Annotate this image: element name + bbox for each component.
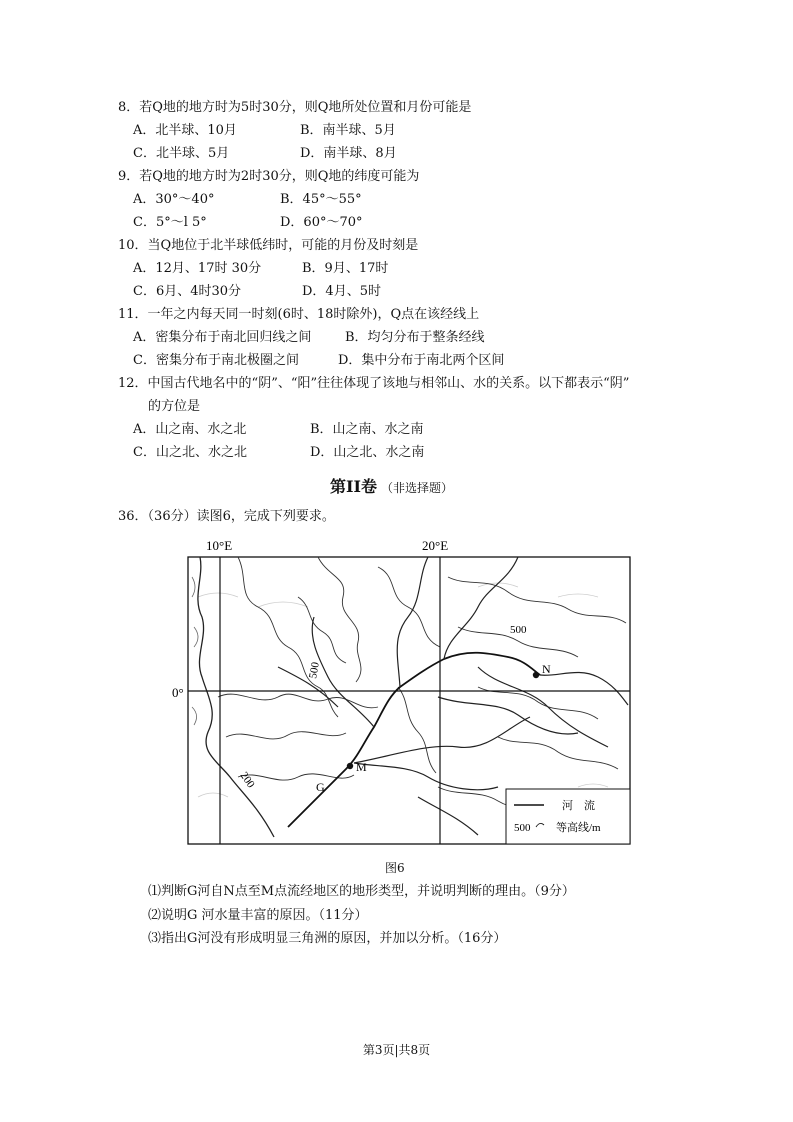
question-8-stem: 8．若Q地的地方时为5时30分，则Q地所处位置和月份可能是: [118, 100, 472, 115]
q8-option-a: A．北半球、10月: [133, 123, 237, 138]
q36-part-1: ⑴判断G河自N点至M点流经地区的地形类型，并说明判断的理由。（9分）: [148, 884, 575, 899]
legend-contour-label: 等高线/m: [556, 822, 601, 834]
q36-part-3: ⑶指出G河没有形成明显三角洲的原因，并加以分析。（16分）: [148, 931, 507, 946]
contour-label-500-west: 500: [307, 661, 322, 680]
q36-part-2: ⑵说明G 河水量丰富的原因。（11分）: [148, 908, 368, 923]
contour-label-200: 200: [237, 769, 257, 791]
question-10-stem: 10．当Q地位于北半球低纬时，可能的月份及时刻是: [118, 238, 419, 253]
q11-option-a: A．密集分布于南北回归线之间: [133, 330, 312, 345]
q11-option-b: B．均匀分布于整条经线: [345, 330, 485, 345]
point-g-label: G: [316, 780, 325, 794]
q10-option-d: D．4月、5时: [302, 284, 381, 299]
question-12-stem-continued: 的方位是: [148, 399, 201, 414]
page-footer: 第3页|共8页: [362, 1043, 431, 1057]
q8-option-c: C．北半球、5月: [133, 146, 230, 161]
q8-option-d: D．南半球、8月: [300, 146, 397, 161]
lon-label-10e: 10°E: [206, 538, 233, 553]
q9-option-c: C．5°～l 5°: [133, 215, 207, 230]
q12-option-c: C．山之北、水之北: [133, 445, 247, 460]
q10-option-b: B．9月、17时: [302, 261, 389, 276]
figure-6-map: [172, 537, 638, 847]
q11-option-c: C．密集分布于南北极圈之间: [133, 353, 299, 368]
q8-option-b: B．南半球、5月: [300, 123, 396, 138]
map-legend: [506, 789, 630, 844]
question-12-stem: 12．中国古代地名中的“阴”、“阳”往往体现了该地与相邻山、水的关系。以下都表示“阴”: [118, 376, 630, 391]
legend-river-label: 河 流: [562, 800, 595, 812]
section-subtitle: （非选择题）: [380, 481, 453, 495]
point-m-label: M: [356, 760, 367, 774]
section-title: [330, 474, 453, 497]
lat-label-equator: 0°: [172, 685, 184, 700]
q12-option-b: B．山之南、水之南: [310, 422, 424, 437]
question-11-stem: 11．一年之内每天同一时刻(6时、18时除外)，Q点在该经线上: [118, 307, 480, 322]
contour-label-500-east: 500: [510, 624, 527, 636]
q12-option-d: D．山之北、水之南: [310, 445, 425, 460]
question-9-stem: 9．若Q地的地方时为2时30分，则Q地的纬度可能为: [118, 169, 420, 184]
legend-contour-value: 500: [514, 822, 531, 834]
q9-option-b: B．45°～55°: [280, 192, 362, 207]
section-title-main: 第II卷: [330, 477, 377, 496]
q10-option-c: C．6月、4时30分: [133, 284, 242, 299]
q9-option-a: A．30°～40°: [133, 192, 215, 207]
q12-option-a: A．山之南、水之北: [133, 422, 247, 437]
q9-option-d: D．60°～70°: [280, 215, 363, 230]
lon-label-20e: 20°E: [422, 538, 449, 553]
question-36-intro: 36．（36分）读图6，完成下列要求。: [118, 509, 335, 524]
q10-option-a: A．12月、17时 30分: [133, 261, 262, 276]
q11-option-d: D．集中分布于南北两个区间: [338, 353, 505, 368]
point-n-label: N: [542, 662, 551, 676]
point-m: [347, 763, 353, 769]
figure-caption: 图6: [385, 861, 405, 875]
point-n: [533, 672, 539, 678]
